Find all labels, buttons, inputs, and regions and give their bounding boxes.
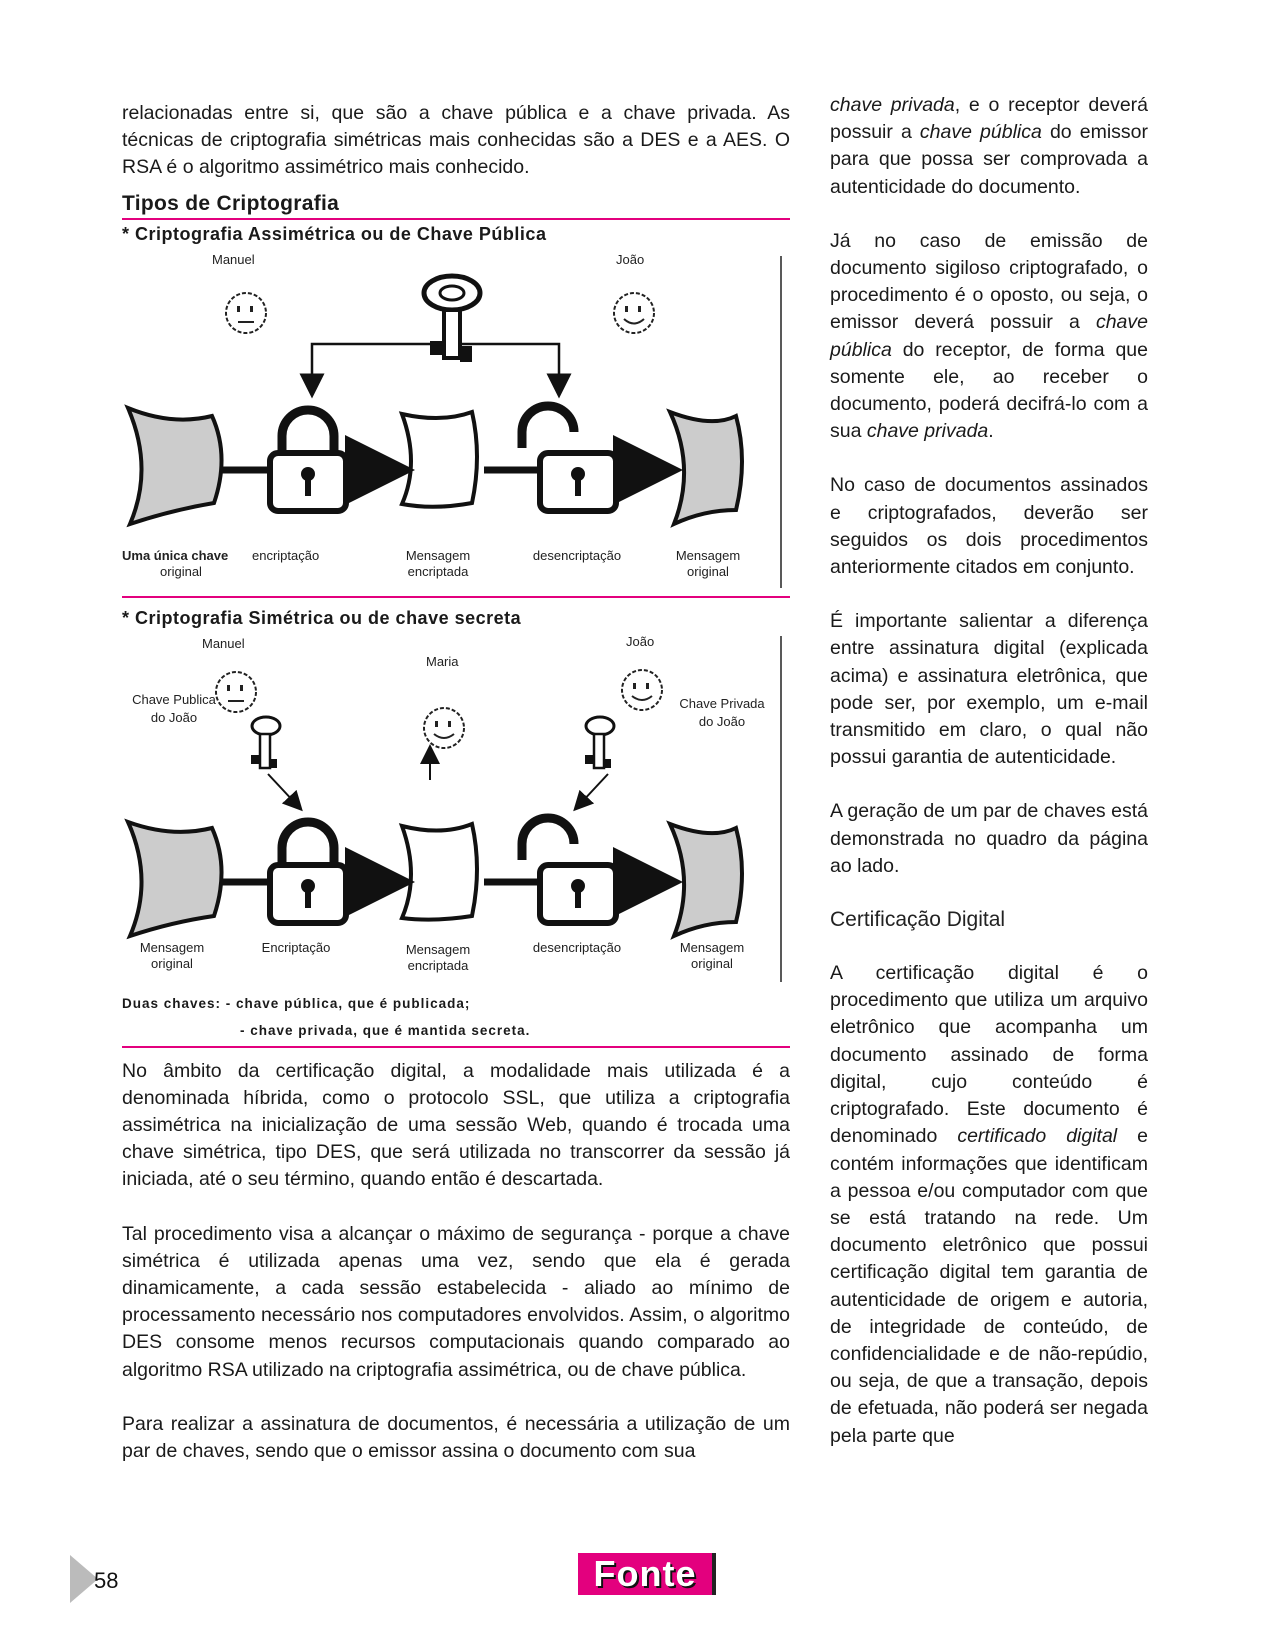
public-key-label-2: do João xyxy=(150,709,198,725)
encrypted-label-2: encriptada xyxy=(407,957,469,973)
right-column xyxy=(830,92,1148,1450)
paragraph: No âmbito da certificação digital, a modalidade mais utilizada é a denominada híbrida, como o protocolo SSL, que utiliza a criptografia assimétrica na inicialização de uma sessão Web, quando é trocada uma chave simétrica, tipo DES, que será utilizada no transcorrer da sessão já iniciada, até o seu término, quando então é descartada. xyxy=(122,1059,790,1191)
brand-logo: Fonte xyxy=(578,1553,716,1595)
single-key-caption: Uma única chave xyxy=(122,547,229,563)
italic-term: certificado digital xyxy=(957,1125,1118,1148)
face-joao-icon xyxy=(614,293,654,333)
document-icon xyxy=(402,412,477,507)
result-label-2: original xyxy=(691,955,733,971)
diagram1-title: * Criptografia Assimétrica ou de Chave Pública xyxy=(122,223,547,244)
italic-term: chave privada xyxy=(866,420,989,443)
original-label: original xyxy=(160,563,202,579)
key-icon xyxy=(252,717,280,768)
page-number: 58 xyxy=(94,1568,119,1593)
original-label-1: Mensagem xyxy=(139,939,205,955)
padlock-closed-icon xyxy=(270,410,346,511)
paragraph xyxy=(830,92,1148,201)
padlock-open-icon xyxy=(522,406,616,511)
encrypted-label-1: Mensagem xyxy=(405,941,471,957)
text-run: do receptor, de forma que somente ele, ao receber o documento, poderá decifrá-lo com a sua xyxy=(830,338,1148,443)
paragraph xyxy=(830,228,1148,446)
paragraph: É importante salientar a diferença entre assinatura digital (explicada acima) e assinatura eletrônica, que pode ser, por exemplo, um e-mail transmitido em claro, o qual não possui garantia de autenticidade. xyxy=(830,610,1148,769)
text-run: Já no caso de emissão de documento sigiloso criptografado, o procedimento é o oposto, ou seja, o emissor deverá possuir a xyxy=(830,229,1148,334)
person-label-manuel: Manuel xyxy=(212,251,255,267)
decrypt-label: desencriptação xyxy=(532,939,622,955)
paragraph: Para realizar a assinatura de documentos, é necessária a utilização de um par de chaves, sendo que o emissor assina o documento com sua xyxy=(122,1412,790,1463)
paragraph: A geração de um par de chaves está demonstrada no quadro da página ao lado. xyxy=(830,800,1148,877)
encrypted-label-1: Mensagem xyxy=(405,547,471,563)
two-keys-note-2: - chave privada, que é mantida secreta. xyxy=(240,1022,531,1038)
italic-term: chave pública xyxy=(830,311,1148,361)
result-label-1: Mensagem xyxy=(679,939,745,955)
person-label-joao: João xyxy=(616,251,645,267)
encrypt-label: encriptação xyxy=(252,547,320,563)
symmetric-diagram-graphic xyxy=(122,632,790,990)
person-label-joao: João xyxy=(626,633,655,649)
face-manuel-icon xyxy=(226,293,266,333)
asymmetric-diagram xyxy=(122,248,790,596)
original-label-2: original xyxy=(151,955,193,971)
face-joao-icon xyxy=(622,670,662,710)
document-icon xyxy=(402,824,477,920)
text-run: e contém informações que identificam a pessoa e/ou computador com que se está tratando na rede. Um documento eletrônico que possui certificação digital tem garantia de autenticidade de origem e autoria, de integridade de conteúdo, de confidencialidade e de não-repúdio, ou seja, de que a transação, depois de efetuada, não poderá ser negada pela parte que xyxy=(830,1125,1148,1447)
diagram2-title: * Criptografia Simétrica ou de chave secreta xyxy=(122,607,522,628)
asymmetric-diagram-graphic xyxy=(122,248,790,596)
private-key-label-2: do João xyxy=(698,713,746,729)
intro-paragraph: relacionadas entre si, que são a chave pública e a chave privada. As técnicas de criptografia simétricas mais conhecidas são a DES e a AES. O RSA é o algoritmo assimétrico mais conhecido. xyxy=(122,102,790,179)
text-run: A certificação digital é o procedimento que utiliza um arquivo eletrônico que acompanha um documento assinado de forma digital, cujo conteúdo é criptografado. Este documento é denominado xyxy=(830,962,1148,1148)
padlock-closed-icon xyxy=(270,822,346,923)
person-label-manuel: Manuel xyxy=(202,635,245,651)
result-label-2: original xyxy=(687,563,729,579)
symmetric-diagram xyxy=(122,632,790,990)
result-label-1: Mensagem xyxy=(675,547,741,563)
paragraph: Tal procedimento visa a alcançar o máximo de segurança - porque a chave simétrica é utilizada apenas uma vez, sendo que ela é gerada dinamicamente, a cada sessão estabelecida - aliado ao mínimo de processamento necessário nos computadores envolvidos. Assim, o algoritmo DES consome menos recursos computacionais quando comparado ao algoritmo RSA utilizado na criptografia assimétrica, ou de chave pública. xyxy=(122,1222,790,1381)
section-heading: Certificação Digital xyxy=(830,908,1006,932)
decrypt-label: desencriptação xyxy=(532,547,622,563)
padlock-open-icon xyxy=(522,818,616,923)
paragraph xyxy=(830,960,1148,1450)
left-column xyxy=(122,100,790,1465)
encrypt-label: Encriptação xyxy=(261,939,331,955)
two-keys-note-1: Duas chaves: - chave pública, que é publicada; xyxy=(122,995,471,1011)
italic-term: chave privada xyxy=(830,94,955,116)
key-icon xyxy=(586,717,614,768)
document-icon xyxy=(670,824,742,936)
encrypted-label-2: encriptada xyxy=(407,563,469,579)
document-icon xyxy=(128,822,222,936)
text-run: , e o receptor deverá possuir a xyxy=(830,94,1148,144)
key-icon xyxy=(424,276,480,360)
text-run: do emissor para que possa ser comprovada a autenticidade do documento. xyxy=(830,121,1148,198)
divider xyxy=(122,596,790,598)
person-label-maria: Maria xyxy=(426,653,459,669)
document-icon xyxy=(128,408,222,524)
public-key-label-1: Chave Publica xyxy=(132,691,216,707)
face-maria-icon xyxy=(424,708,464,748)
divider xyxy=(122,1046,790,1048)
italic-term: chave pública xyxy=(919,121,1042,144)
text-run: . xyxy=(988,420,994,443)
private-key-label-1: Chave Privada xyxy=(679,695,765,711)
section-title: Tipos de Criptografia xyxy=(122,191,340,215)
document-icon xyxy=(670,412,742,524)
paragraph: No caso de documentos assinados e criptografados, deverão ser seguidos os dois procedimentos anteriormente citados em conjunto. xyxy=(830,474,1148,579)
